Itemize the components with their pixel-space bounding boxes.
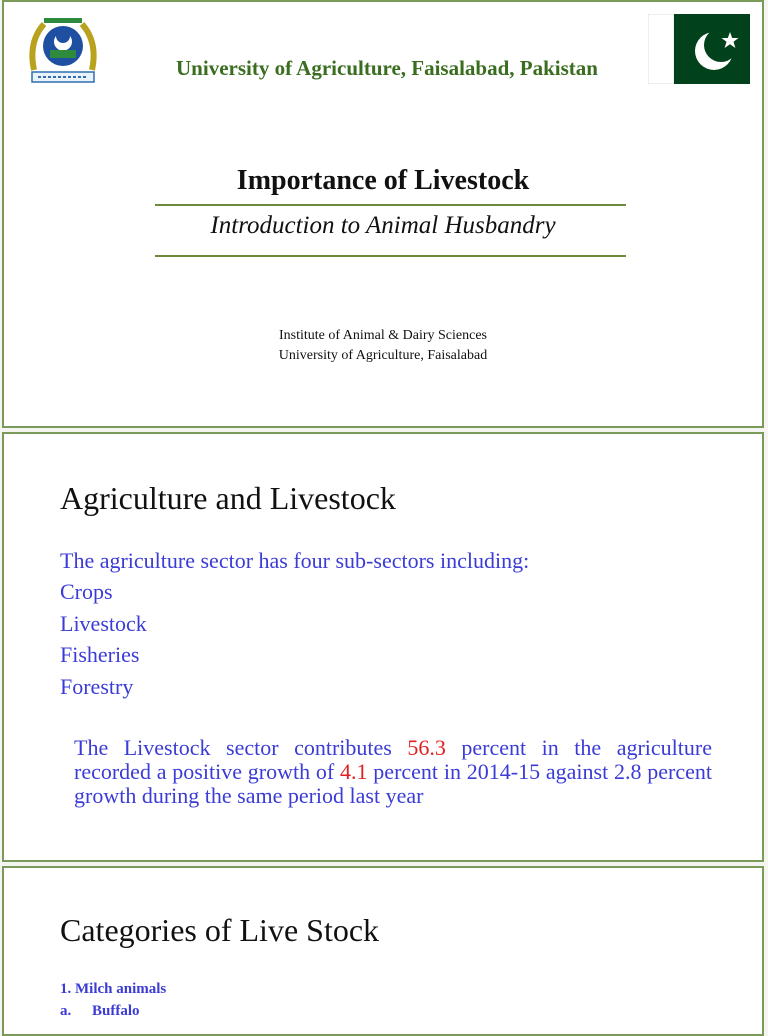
paragraph-text: percent in 2014-15 against 2.8 percent growth during the same period last year <box>74 759 713 808</box>
list-item: Fisheries <box>60 642 140 667</box>
slide-heading: Agriculture and Livestock <box>60 480 396 516</box>
livestock-paragraph <box>74 736 712 808</box>
paragraph-text: The Livestock sector contributes <box>74 735 408 760</box>
institute-name: Institute of Animal & Dairy Sciences <box>278 328 487 343</box>
pakistan-flag-icon <box>648 14 750 84</box>
subsector-list <box>60 579 147 705</box>
page-subtitle: Introduction to Animal Husbandry <box>210 212 556 239</box>
title-slide <box>2 0 764 428</box>
list-item: Livestock <box>60 610 147 636</box>
title-divider <box>155 204 626 206</box>
university-name: University of Agriculture, Faisalabad <box>278 348 488 363</box>
list-item: Crops <box>60 579 113 604</box>
university-header: University of Agriculture, Faisalabad, Pakistan <box>176 56 598 80</box>
subsector-intro: The agriculture sector has four sub-sectors including: <box>60 548 530 573</box>
agriculture-slide <box>2 432 764 862</box>
categories-slide <box>2 866 764 1036</box>
subitem-letter: a. <box>60 1003 72 1019</box>
contribution-value: 56.3 <box>407 735 446 760</box>
category-subitem <box>60 1003 140 1020</box>
page-title: Importance of Livestock <box>236 165 530 196</box>
growth-value: 4.1 <box>340 759 368 784</box>
category-item: 1. Milch animals <box>60 981 167 997</box>
slide-heading: Categories of Live Stock <box>60 912 380 948</box>
subitem-text: Buffalo <box>92 1003 140 1019</box>
paragraph-text: percent in the agriculture recorded a positive growth of <box>74 735 712 784</box>
subtitle-divider <box>155 255 626 257</box>
list-item: Forestry <box>60 673 134 699</box>
